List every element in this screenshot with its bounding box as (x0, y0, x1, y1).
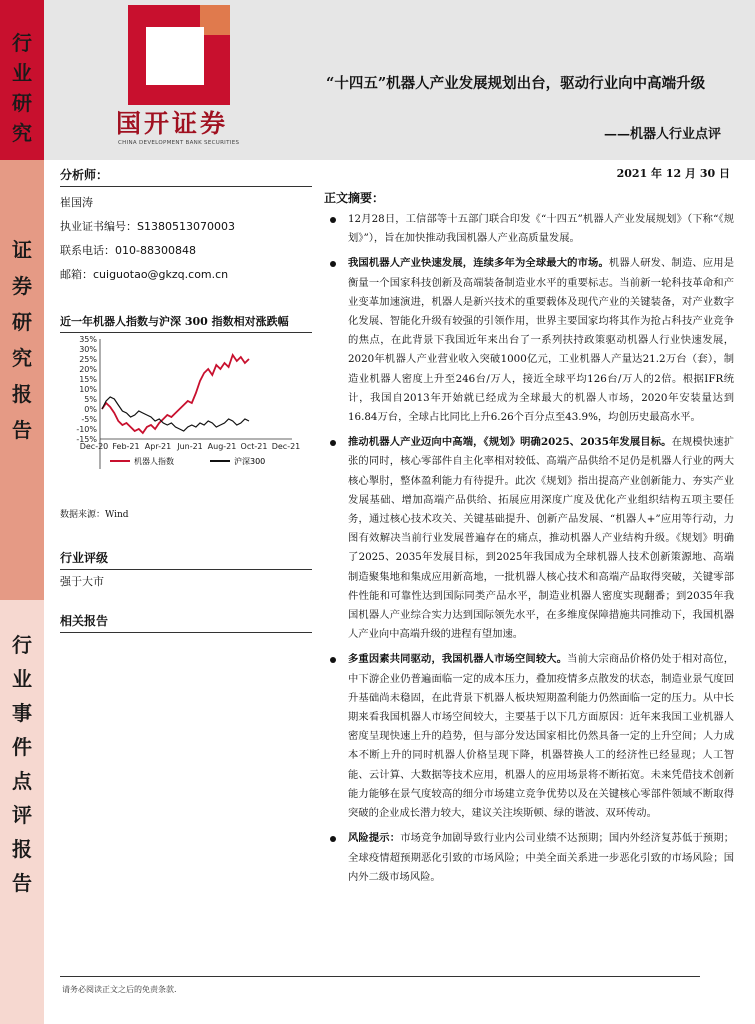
left-column (60, 160, 312, 633)
abstract-heading: 正文摘要： (324, 191, 385, 205)
abstract-bullet (324, 829, 734, 887)
company-logo-name: 国开证券 (116, 109, 229, 138)
bullet-text: 在规模快速扩张的同时，核心零部件自主化率相对较低、高端产品供给不足仍是机器人行业的两大核心掣肘，整体盈利能力有待提升。此次《规划》指出提高产业创新能力、夯实产业发展基础、增加高端产品供给、拓展应用深度广度及优化产业组织结构五项主要任务，通过核心技术攻关、关键基础提升、创新产品发展、“机器人+”应用等行动，力图有效解决当前行业发展普遍存在的痛点，推动机器人产业结构升级。《规划》明确了2025、2035年发展目标，到2025年我国成为全球机器人技术创新策源地、高端制造聚集地和集成应用新高地，一批机器人核心技术和高端产品取得突破，关键零部件性能和可靠性达到国际同类产品水平，制造业机器人密度实现翻番；到2035年我国机器人产业综合实力达到国际领先水平，在多维度保障措施共同推动下，我国机器人产业向中高端升级的进程有望加速。 (348, 436, 734, 641)
bullet-dot-icon (330, 836, 336, 842)
analyst-phone (60, 239, 312, 263)
phone-value: 010-88300848 (115, 244, 196, 257)
bullet-dot-icon (330, 261, 336, 267)
bullet-lead: 我国机器人产业快速发展，连续多年为全球最大的市场。 (348, 257, 609, 270)
chart-title: 近一年机器人指数与沪深 300 指数相对涨跌幅 (60, 313, 312, 333)
y-tick-label: 30% (79, 345, 97, 354)
bullet-lead: 风险提示： (348, 832, 401, 845)
side-label-middle (0, 232, 44, 448)
y-tick-label: 25% (79, 355, 97, 364)
cert-label: 执业证书编号： (60, 220, 137, 233)
company-logo-english: CHINA DEVELOPMENT BANK SECURITIES (118, 140, 240, 146)
email-label: 邮箱： (60, 268, 93, 281)
x-tick-label: Jun-21 (177, 442, 203, 451)
report-title: “十四五”机器人产业发展规划出台，驱动行业向中高端升级 (326, 75, 706, 92)
company-logo-mark (128, 5, 230, 105)
y-tick-label: 35% (79, 335, 97, 344)
rating-value: 强于大市 (60, 575, 104, 588)
analyst-cert (60, 215, 312, 239)
legend-label: 机器人指数 (134, 457, 174, 466)
bullet-dot-icon (330, 217, 336, 223)
related-reports-heading: 相关报告 (60, 612, 312, 633)
report-date: 2021 年 12 月 30 日 (616, 167, 730, 180)
bullet-text: 12月28日，工信部等十五部门联合印发《“十四五”机器人产业发展规划》（下称“《规划》”），旨在加快推动我国机器人产业高质量发展。 (348, 213, 734, 245)
bullet-lead: 推动机器人产业迈向中高端，《规划》明确2025、2035年发展目标。 (348, 436, 672, 449)
analyst-name: 崔国涛 (60, 196, 93, 209)
side-label-top-text: 行业研究 (12, 31, 32, 145)
analyst-info (60, 191, 312, 287)
chart-source: 数据来源：Wind (60, 510, 129, 520)
abstract-bullet (324, 254, 734, 427)
side-label-top (0, 28, 44, 148)
footer-disclaimer: 请务必阅读正文之后的免责条款. (62, 985, 177, 994)
abstract-bullet (324, 650, 734, 823)
email-value[interactable]: cuiguotao@gkzq.com.cn (93, 268, 229, 281)
footer-divider (60, 976, 700, 977)
phone-label: 联系电话： (60, 244, 115, 257)
y-tick-label: 20% (79, 365, 97, 374)
bullet-dot-icon (330, 440, 336, 446)
x-tick-label: Dec-21 (271, 442, 301, 451)
x-tick-label: Aug-21 (207, 442, 237, 451)
abstract-bullets (324, 210, 734, 887)
bullet-dot-icon (330, 657, 336, 663)
cert-value: S1380513070003 (137, 220, 235, 233)
bullet-lead: 多重因素共同驱动，我国机器人市场空间较大。 (348, 653, 568, 666)
bullet-text: 当前大宗商品价格仍处于相对高位，中下游企业仍普遍面临一定的成本压力，叠加疫情多点散发的状态，制造业景气度回升基础尚未稳固，在此背景下机器人板块短期盈利能力仍然面临一定的压力。从中长期来看我国机器人市场空间较大，主要基于以下几方面原因：近年来我国工业机器人密度呈现快速上升的趋势，但与部分发达国家相比仍然具备一定的上升空间；人力成本不断上升的同时机器人价格呈现下降，机器替换人工的经济性已经显现；人工智能、云计算、大数据等技术应用，机器人的应用场景将不断拓宽。未来凭借技术创新能力能够在景气度较高的细分市场建立竞争优势以及在关键核心零部件领域不断取得突破的企业成长潜力较大，建议关注埃斯顿、绿的谐波、双环传动。 (348, 653, 735, 820)
y-tick-label: 0% (84, 405, 97, 414)
bullet-text: 市场竞争加剧导致行业内公司业绩不达预期；国内外经济复苏低于预期；全球疫情超预期恶化引致的市场风险；中美全面关系进一步恶化引致的市场风险；国内外二级市场风险。 (348, 832, 735, 883)
report-subtitle: ——机器人行业点评 (603, 127, 721, 142)
index-performance-chart (60, 333, 312, 499)
y-tick-label: -5% (81, 415, 97, 424)
side-label-bottom (0, 628, 44, 900)
side-label-middle-text: 证券研究报告 (12, 238, 32, 442)
side-label-bottom-text: 行业事件点评报告 (12, 633, 32, 895)
bullet-text: 机器人研发、制造、应用是衡量一个国家科技创新及高端装备制造业水平的重要标志。当前新一轮科技革命和产业变革加速演进，机器人是新兴技术的重要载体及现代产业的关键装备，对产业数字化发展、智能化升级有较强的引领作用，世界主要国家均将其作为抢占科技产业竞争的焦点，在此背景下我国近年来出台了一系列扶持政策驱动机器人行业快速发展，2020年机器人产业营业收入突破1000亿元，工业机器人产量达21.2万台（套），制造业机器人密度上升至246台/万人，接近全球平均126台/万人的2倍。根据IFR统计，我国自2013年开始就已经成为全球最大的机器人市场，2020年安装量达到16.84万台，全球占比同比上升6.26个百分点至43.9%，均创历史最高水平。 (348, 257, 735, 424)
y-tick-label: 5% (84, 395, 97, 404)
y-tick-label: -10% (76, 425, 97, 434)
x-tick-label: Feb-21 (112, 442, 140, 451)
rating-heading: 行业评级 (60, 549, 312, 570)
y-tick-label: -15% (76, 435, 97, 444)
abstract-bullet (324, 433, 734, 644)
x-tick-label: Apr-21 (144, 442, 172, 451)
legend-label: 沪深300 (234, 457, 266, 466)
x-tick-label: Dec-20 (79, 442, 109, 451)
y-tick-label: 15% (79, 375, 97, 384)
x-tick-label: Oct-21 (240, 442, 268, 451)
analyst-email (60, 263, 312, 287)
analyst-heading: 分析师： (60, 166, 312, 187)
abstract-bullet (324, 210, 734, 248)
y-tick-label: 10% (79, 385, 97, 394)
right-column (324, 160, 734, 893)
